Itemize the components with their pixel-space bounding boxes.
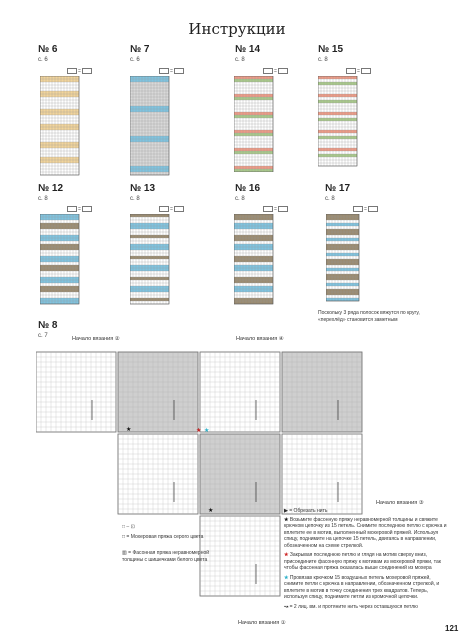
note-red-star: ★ Закрывая последнюю петлю и глядя на мотив сверху вниз, присоедините фасонную пряжу к мотивам из мохеровой пряжи, так чтобы фасонная пряжа оказалась выше соединений из мохера (284, 552, 441, 571)
pattern-6-chart (40, 76, 94, 176)
notes-list (284, 508, 450, 610)
legend-box-icon: = (345, 68, 372, 74)
legend-fancy-yarn: ▥ = Фасонная пряжа неравномерной толщины с шишечками белого цвета (122, 550, 210, 563)
pattern-12-page: с. 8 (38, 196, 48, 202)
pattern-17-page: с. 8 (325, 196, 335, 202)
svg-text:★: ★ (204, 428, 210, 434)
pattern-7-page: с. 6 (130, 57, 140, 63)
pattern-12-number: № 12 (38, 183, 64, 194)
note-k2tog: ↝ = 2 лиц. вм. и протяните нить через оставшуюся петлю (284, 603, 418, 610)
pattern-13-page: с. 8 (130, 196, 140, 202)
pattern-8-number: № 8 (38, 320, 58, 331)
pattern-17-footnote: Поскольку 3 ряда полосок вяжутся по кругу, «перехлёд» становится заметным (318, 310, 420, 323)
svg-text:★: ★ (126, 427, 132, 433)
start-label-3: Начало вязания ③ (376, 500, 424, 506)
black-star-icon: ★ (284, 516, 289, 523)
pattern-16-page: с. 8 (235, 196, 245, 202)
page-title: Инструкции (188, 20, 286, 38)
note-black-star: ★ Возьмите фасонную пряжу неравномерной толщины и свяжите крючком цепочку из 15 петель. Снимите последнюю петлю с крючка и вплетите ее в мотив, выполненный мохеровой пряжей. Используя спицу, поднимите на цепочке 15 петель, двигаясь в направлении, обозначенном на схеме стрелкой. (284, 516, 447, 549)
note-blue-star: ★ Провязав крючком 15 воздушных петель мохеровой пряжей, снимите петли с крючка в направлении, обозначенном стрелкой, и вплетите в мотив в точку соединения трех квадратов. Теперь, используя спицу, поднимите петли из кромочной цепочки. (284, 574, 440, 600)
pattern-15-number: № 15 (318, 44, 344, 55)
pattern-12-chart (40, 214, 94, 306)
pattern-14-chart (234, 76, 288, 172)
legend-box-icon: = (66, 68, 93, 74)
page-number: 121 (445, 624, 459, 633)
legend-mohair: □ = Мохеровая пряжа серого цвета (122, 534, 204, 540)
pattern-7-chart (130, 76, 184, 176)
pattern-17-number: № 17 (325, 183, 351, 194)
legend-box-icon: = (352, 206, 379, 212)
blue-star-icon: ★ (284, 574, 289, 581)
pattern-16-number: № 16 (235, 183, 261, 194)
start-label-2: Начало вязания ② (72, 336, 120, 342)
pattern-8-page: с. 7 (38, 333, 48, 339)
legend-stitch-symbol: □ – ⊡ (122, 524, 135, 530)
legend-box-icon: = (66, 206, 93, 212)
pattern-13-chart (130, 214, 184, 306)
pattern-13-number: № 13 (130, 183, 156, 194)
start-label-1: Начало вязания ① (238, 620, 286, 626)
legend-box-icon: = (158, 68, 185, 74)
pattern-15-chart (318, 76, 372, 168)
legend-box-icon: = (158, 206, 185, 212)
legend-box-icon: = (262, 206, 289, 212)
svg-text:★: ★ (208, 508, 214, 514)
pattern-17-chart (326, 214, 370, 302)
start-label-4: Начало вязания ④ (236, 336, 284, 342)
pattern-14-number: № 14 (235, 44, 261, 55)
pattern-6-number: № 6 (38, 44, 58, 55)
pattern-16-chart (234, 214, 288, 306)
red-star-icon: ★ (284, 552, 289, 558)
note-cut-yarn: ▶ = Обрезать нить (284, 508, 328, 514)
pattern-6-page: с. 6 (38, 57, 48, 63)
svg-text:★: ★ (196, 428, 202, 434)
pattern-14-page: с. 8 (235, 57, 245, 63)
legend-box-icon: = (262, 68, 289, 74)
pattern-7-number: № 7 (130, 44, 150, 55)
pattern-15-page: с. 8 (318, 57, 328, 63)
